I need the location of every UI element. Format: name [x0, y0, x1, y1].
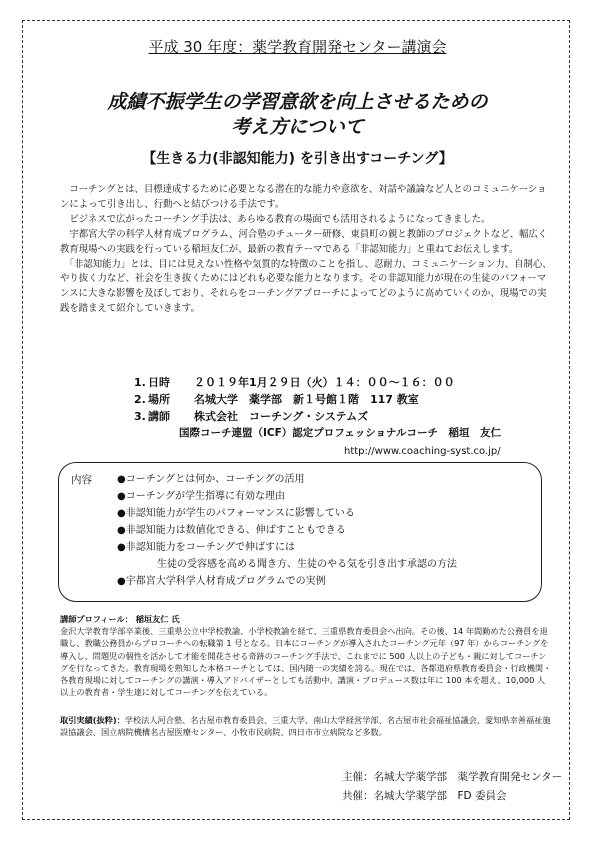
intro-paragraph: ビジネスで広がったコーチング手法は、あらゆる教育の場面でも活用されるようになってきました。 [60, 213, 491, 225]
info-key: 日時 [148, 376, 170, 389]
intro-paragraph: 「非認知能力」とは、目には見えない性格や気質的な特徴のことを指し、忍耐力、コミュニケーション力、自制心、やり抜く力など、社会を生き抜くためにはどれも必要な能力となります。その非認知能力が現在の生徒のパフォーマンスに大きな影響を及ぼしており、それらをコーチングアプローチによってどのように高めていくのか、現場での実践を踏まえて紹介していきます。 [60, 258, 552, 315]
info-row-date [134, 374, 455, 391]
series-title: 平成 30 年度：薬学教育開発センター講演会 [148, 38, 447, 56]
info-key: 場所 [148, 393, 170, 406]
info-row-place [134, 391, 455, 408]
co-organizer: 共催：名城大学薬学部 FD 委員会 [342, 790, 507, 802]
content-item: ●コーチングとは何か、コーチングの活用 [117, 474, 305, 485]
main-title-line-1: 成績不振学生の学習意欲を向上させるための [107, 91, 488, 113]
instructor-title: 国際コーチ連盟（ICF）認定プロフェッショナルコーチ 稲垣 友仁 [179, 427, 502, 439]
intro-section [60, 183, 552, 317]
info-number: 1. [134, 376, 146, 389]
profile-label: 講師プロフィール： 稲垣友仁 氏 [60, 614, 180, 624]
intro-paragraph: 宇都宮大学の科学人材育成プログラム、河合塾のチューター研修、東員町の親と教師のプロジェクトなど、幅広く教育現場への実践を行っている稲垣友仁が、最新の教育テーマである「非認知能力」と重ねてお伝えします。 [60, 228, 548, 255]
info-value: 名城大学 薬学部 新１号館１階 117 教室 [194, 393, 419, 406]
content-list [117, 471, 457, 590]
content-item: ●非認知能力をコーチングで伸ばすには [117, 542, 296, 553]
organizers [342, 768, 562, 806]
info-row-lecturer [134, 408, 455, 425]
info-key: 講師 [148, 410, 170, 423]
profile-section [60, 613, 552, 698]
content-item-sub: 生徒の受容感を高める聞き方、生徒のやる気を引き出す承認の方法 [157, 559, 457, 570]
content-label: 内容 [71, 474, 92, 486]
main-title-line-2: 考え方について [231, 116, 364, 138]
organizer: 主催：名城大学薬学部 薬学教育開発センター [342, 771, 563, 783]
content-item: ●非認知能力は数値化できる、伸ばすこともできる [117, 525, 346, 536]
intro-paragraph: コーチングとは、目標達成するために必要となる潜在的な能力や意欲を、対話や議論など人とのコミュニケーションによって引き出し、行動へと結びつける手法です。 [60, 184, 547, 210]
subtitle: 【生きる力(非認知能力) を引き出すコーチング】 [142, 151, 453, 167]
records-label: 取引実績(抜粋)： [60, 715, 125, 725]
info-value: 株式会社 コーチング・システムズ [194, 410, 369, 423]
content-box [58, 462, 542, 602]
info-number: 2. [134, 393, 146, 406]
website-link[interactable]: http://www.coaching-syst.co.jp/ [344, 446, 501, 457]
content-item: ●宇都宮大学科学人材育成プログラムでの実例 [117, 576, 326, 587]
content-item: ●非認知能力が学生のパフォーマンスに影響している [117, 508, 355, 519]
records-text: 学校法人河合塾、名古屋市教育委員会、三重大学、南山大学経営学部、名古屋市社会福祉協議会、愛知県幸善福祉施設協議会、国立病院機構名古屋医療センター、小牧市民病院、四日市市立病院など多数。 [60, 715, 551, 738]
records-section [60, 714, 552, 738]
content-item: ●コーチングが学生指導に有効な理由 [117, 491, 286, 502]
info-number: 3. [134, 410, 146, 423]
info-value: ２０１９年1月２９日（火）１４：００～１６：００ [194, 376, 455, 389]
event-info [134, 374, 455, 425]
profile-text: 金沢大学教育学部卒業後、三重県公立中学校教諭、小学校教諭を経て、三重県教育委員会へ出向。その後、14 年間勤めた公務員を退職し、教職公務員からプロコーチへの転職第 1 号となる。日本にコーチングが導入されたコーチング元年（97 年）からコーチングを導入し、問題児の個性を活かして才能を開花させる奇跡のコーチング手法で、これまでに 500 人以上の子ども・親に対してコーチングを行なってきた。教育現場を熟知した本格コーチとしては、国内随一の実績を誇る。現在では、各都道府県教育委員会・行政機関・各教育現場に対してコーチングの講演・導入アドバイザーとしても活動中。講演・プロデュース数は年に 100 本を超え、10,000 人以上の教育者・学生達に対してコーチングを伝えている。 [60, 626, 552, 698]
